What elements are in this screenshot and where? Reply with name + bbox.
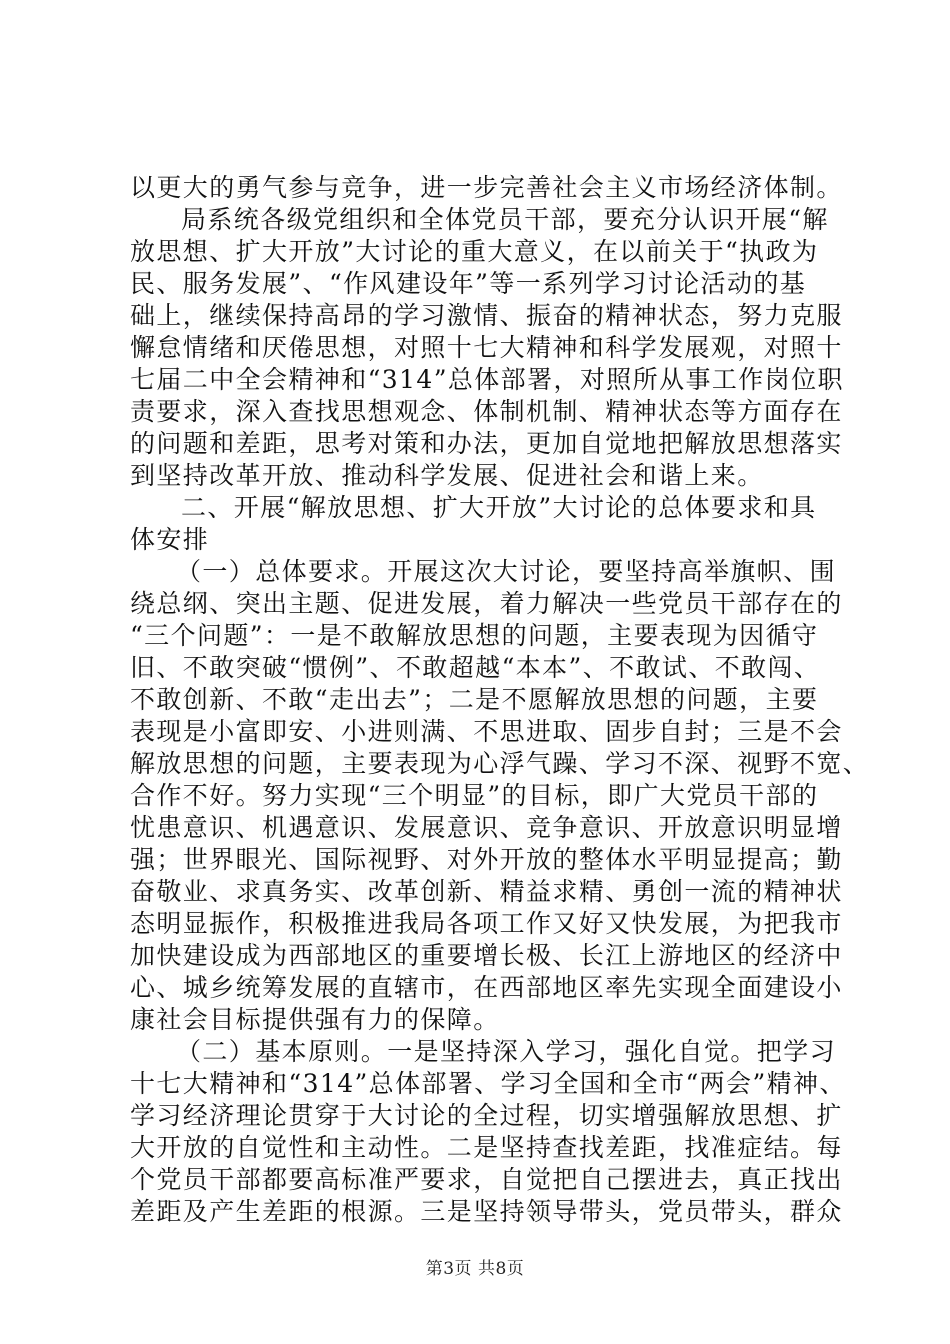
- text-line: 大开放的自觉性和主动性。二是坚持查找差距，找准症结。每: [130, 1133, 843, 1162]
- text-line: 奋敬业、求真务实、改革创新、精益求精、勇创一流的精神状: [130, 877, 843, 906]
- text-line: 的问题和差距，思考对策和办法，更加自觉地把解放思想落实: [130, 429, 843, 458]
- section-heading-line: 体安排: [130, 525, 210, 554]
- text-line: “三个问题”：一是不敢解放思想的问题，主要表现为因循守: [130, 621, 819, 650]
- text-line: 十七大精神和“314”总体部署、学习全国和全市“两会”精神、: [130, 1069, 846, 1098]
- text-line: 放思想、扩大开放”大讨论的重大意义，在以前关于“执政为: [130, 237, 819, 266]
- text-line: 不敢创新、不敢“走出去”；二是不愿解放思想的问题，主要: [130, 685, 819, 714]
- text-line: 表现是小富即安、小进则满、不思进取、固步自封；三是不会: [130, 717, 843, 746]
- text-line: 责要求，深入查找思想观念、体制机制、精神状态等方面存在: [130, 397, 843, 426]
- text-line: （一）总体要求。开展这次大讨论，要坚持高举旗帜、围: [176, 557, 837, 586]
- text-line: 懈怠情绪和厌倦思想，对照十七大精神和科学发展观，对照十: [130, 333, 843, 362]
- text-line: 七届二中全会精神和“314”总体部署，对照所从事工作岗位职: [130, 365, 844, 394]
- text-line: 合作不好。努力实现“三个明显”的目标，即广大党员干部的: [130, 781, 819, 810]
- text-line: 旧、不敢突破“惯例”、不敢超越“本本”、不敢试、不敢闯、: [130, 653, 821, 682]
- text-line: 个党员干部都要高标准严要求，自觉把自己摆进去，真正找出: [130, 1165, 843, 1194]
- text-line: 忧患意识、机遇意识、发展意识、竞争意识、开放意识明显增: [130, 813, 843, 842]
- text-line: 解放思想的问题，主要表现为心浮气躁、学习不深、视野不宽、: [130, 749, 870, 778]
- text-line: 差距及产生差距的根源。三是坚持领导带头，党员带头，群众: [130, 1197, 843, 1226]
- text-line: 局系统各级党组织和全体党员干部，要充分认识开展“解: [181, 205, 829, 234]
- text-line: 以更大的勇气参与竞争，进一步完善社会主义市场经济体制。: [130, 173, 843, 202]
- text-line: 强；世界眼光、国际视野、对外开放的整体水平明显提高；勤: [130, 845, 843, 874]
- text-line: 民、服务发展”、“作风建设年”等一系列学习讨论活动的基: [130, 269, 807, 298]
- text-line: 绕总纲、突出主题、促进发展，着力解决一些党员干部存在的: [130, 589, 843, 618]
- text-line: 加快建设成为西部地区的重要增长极、长江上游地区的经济中: [130, 941, 843, 970]
- text-line: （二）基本原则。一是坚持深入学习，强化自觉。把学习: [176, 1037, 837, 1066]
- text-line: 学习经济理论贯穿于大讨论的全过程，切实增强解放思想、扩: [130, 1101, 843, 1130]
- text-line: 态明显振作，积极推进我局各项工作又好又快发展，为把我市: [130, 909, 843, 938]
- section-heading-line: 二、开展“解放思想、扩大开放”大讨论的总体要求和具: [181, 493, 817, 522]
- text-line: 到坚持改革开放、推动科学发展、促进社会和谐上来。: [130, 461, 764, 490]
- text-line: 康社会目标提供强有力的保障。: [130, 1005, 500, 1034]
- text-line: 心、城乡统筹发展的直辖市，在西部地区率先实现全面建设小: [130, 973, 843, 1002]
- page-number-footer: 第3页 共8页: [425, 1259, 525, 1279]
- text-line: 础上，继续保持高昂的学习激情、振奋的精神状态，努力克服: [130, 301, 843, 330]
